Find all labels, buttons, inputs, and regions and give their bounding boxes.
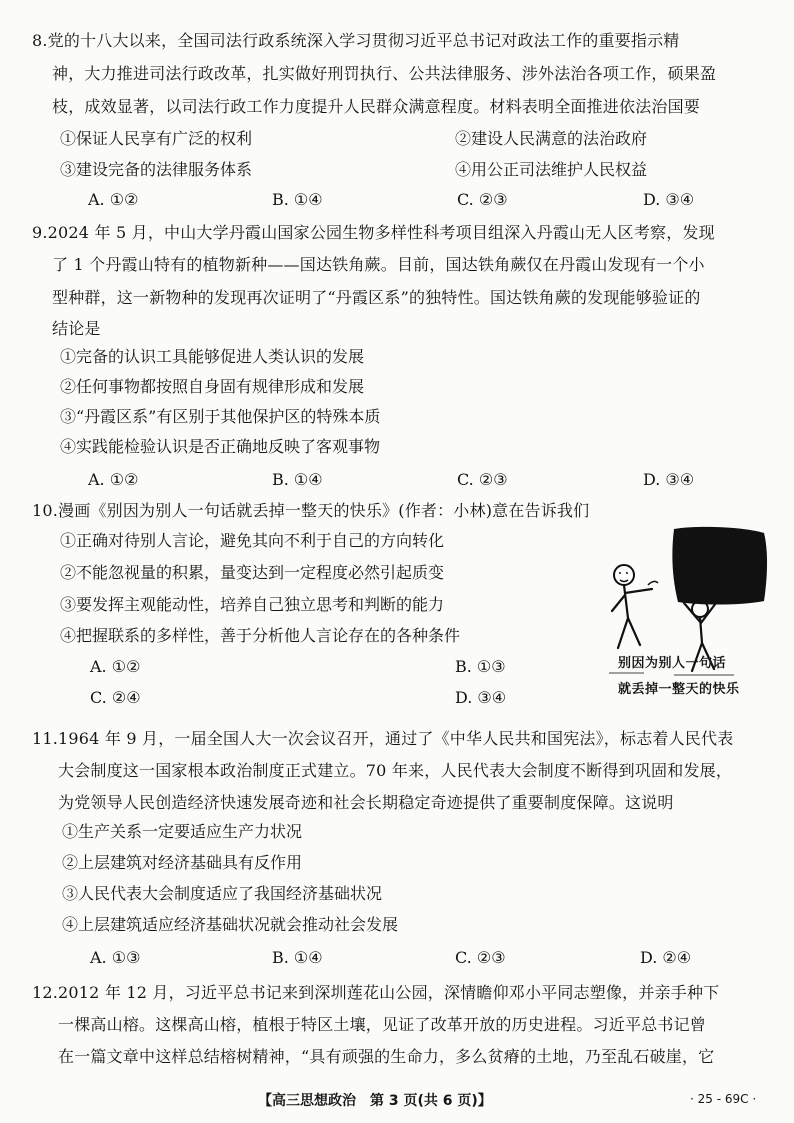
q11-choice-a: A. ①③	[90, 948, 141, 967]
speech-mark	[648, 581, 658, 585]
q11-stem-line: 11.1964 年 9 月，一届全国人大一次会议召开，通过了《中华人民共和国宪法》，标志着人民代表	[32, 729, 734, 748]
q11-option-2: ②上层建筑对经济基础具有反作用	[62, 853, 303, 872]
exam-code: · 25 - 69C ·	[690, 1092, 757, 1106]
q8-choice-c: C. ②③	[457, 190, 508, 209]
page-footer: 【高三思想政治 第 3 页(共 6 页)】	[258, 1093, 492, 1109]
q9-choice-b: B. ①④	[272, 470, 323, 489]
cartoon-illustration	[604, 523, 774, 698]
q10-choice-d: D. ③④	[455, 688, 507, 707]
q11-option-1: ①生产关系一定要适应生产力状况	[62, 822, 303, 841]
q9-stem-line: 结论是	[52, 319, 101, 338]
q11-stem-line: 大会制度这一国家根本政治制度正式建立。70 年来，人民代表大会制度不断得到巩固和发展，	[58, 761, 733, 780]
q8-option-3: ③建设完备的法律服务体系	[60, 160, 253, 179]
q11-choice-b: B. ①④	[272, 948, 323, 967]
q9-option-3: ③“丹霞区系”有区别于其他保护区的特殊本质	[60, 407, 381, 426]
q10-option-3: ③要发挥主观能动性，培养自己独立思考和判断的能力	[60, 595, 445, 614]
q10-choice-c: C. ②④	[90, 688, 141, 707]
q8-option-1: ①保证人民享有广泛的权利	[60, 129, 253, 148]
q9-stem-line: 9.2024 年 5 月，中山大学丹霞山国家公园生物多样性科考项目组深入丹霞山无人区考察，发现	[32, 223, 715, 242]
q11-option-4: ④上层建筑适应经济基础状况就会推动社会发展	[62, 915, 399, 934]
q10-choice-a: A. ①②	[90, 657, 141, 676]
q8-stem-line: 8.党的十八大以来，全国司法行政系统深入学习贯彻习近平总书记对政法工作的重要指示精	[32, 31, 680, 50]
q9-choice-d: D. ③④	[643, 470, 695, 489]
q8-choice-a: A. ①②	[88, 190, 139, 209]
q9-choice-c: C. ②③	[457, 470, 508, 489]
q11-choice-d: D. ②④	[640, 948, 692, 967]
q8-stem-line: 神，大力推进司法行政改革，扎实做好刑罚执行、公共法律服务、涉外法治各项工作，硕果盈	[52, 64, 717, 83]
q9-option-1: ①完备的认识工具能够促进人类认识的发展	[60, 347, 365, 366]
q9-stem-line: 型种群，这一新物种的发现再次证明了“丹霞区系”的独特性。国达铁角蕨的发现能够验证的	[52, 288, 701, 307]
q10-option-2: ②不能忽视量的积累，量变达到一定程度必然引起质变	[60, 563, 445, 582]
q10-option-4: ④把握联系的多样性，善于分析他人言论存在的各种条件	[60, 626, 461, 645]
q12-stem-line: 一棵高山榕。这棵高山榕，植根于特区土壤，见证了改革开放的历史进程。习近平总书记曾	[58, 1015, 707, 1034]
heavy-block-shape	[672, 527, 767, 605]
speaker-body	[612, 585, 652, 648]
q9-stem-line: 了 1 个丹霞山特有的植物新种——国达铁角蕨。目前，国达铁角蕨仅在丹霞山发现有一个小	[52, 255, 705, 274]
q8-choice-d: D. ③④	[643, 190, 695, 209]
q12-stem-line: 在一篇文章中这样总结榕树精神，“具有顽强的生命力，多么贫瘠的土地，乃至乱石破崖，它	[58, 1047, 715, 1066]
q8-option-2: ②建设人民满意的法治政府	[455, 129, 648, 148]
q10-choice-b: B. ①③	[455, 657, 506, 676]
q8-stem-line: 枝，成效显著，以司法行政工作力度提升人民群众满意程度。材料表明全面推进依法治国要	[52, 97, 701, 116]
q8-choice-b: B. ①④	[272, 190, 323, 209]
cartoon-caption-line2: 就丢掉一整天的快乐	[618, 682, 740, 697]
q11-stem-line: 为党领导人民创造经济快速发展奇迹和社会长期稳定奇迹提供了重要制度保障。这说明	[58, 793, 674, 812]
q9-option-2: ②任何事物都按照自身固有规律形成和发展	[60, 377, 365, 396]
q8-option-4: ④用公正司法维护人民权益	[455, 160, 648, 179]
q11-option-3: ③人民代表大会制度适应了我国经济基础状况	[62, 884, 383, 903]
cartoon-caption-line1: 别因为别人一句话	[618, 656, 727, 671]
q10-stem-line: 10.漫画《别因为别人一句话就丢掉一整天的快乐》(作者：小林)意在告诉我们	[32, 501, 590, 520]
ground-line	[609, 673, 734, 675]
q10-option-1: ①正确对待别人言论，避免其向不利于自己的方向转化	[60, 531, 445, 550]
q9-choice-a: A. ①②	[88, 470, 139, 489]
q12-stem-line: 12.2012 年 12 月，习近平总书记来到深圳莲花山公园，深情瞻仰邓小平同志塑像，并亲手种下	[32, 983, 720, 1002]
q11-choice-c: C. ②③	[455, 948, 506, 967]
q9-option-4: ④实践能检验认识是否正确地反映了客观事物	[60, 437, 381, 456]
